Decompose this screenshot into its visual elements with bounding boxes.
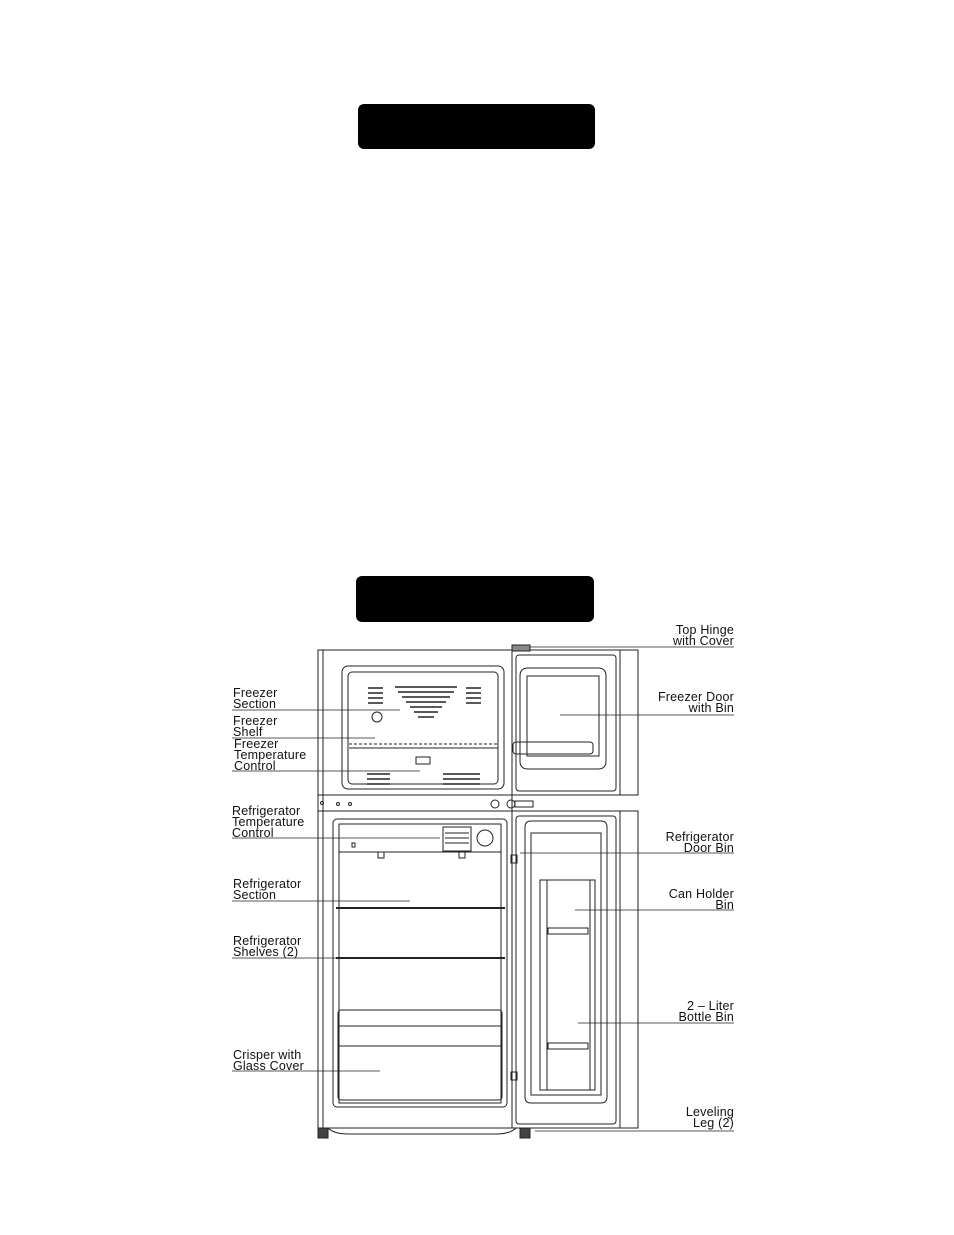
label-freezer-shelf: Freezer Shelf	[233, 714, 278, 739]
label-top-hinge: Top Hinge with Cover	[672, 623, 734, 648]
label-freezer-section: Freezer Section	[233, 686, 278, 711]
refrigerator-compartment	[333, 819, 507, 1107]
label-freezer-temperature-control: Freezer Temperature Control	[234, 737, 307, 773]
leader-lines	[232, 647, 734, 1131]
freezer-compartment	[342, 666, 504, 789]
refrigerator-door	[511, 811, 638, 1128]
label-leveling-leg: Leveling Leg (2)	[685, 1105, 734, 1130]
label-refrigerator-shelves: Refrigerator Shelves (2)	[233, 934, 302, 959]
label-refrigerator-section: Refrigerator Section	[233, 877, 302, 902]
freezer-door	[512, 645, 638, 795]
label-refrigerator-temperature-control: Refrigerator Temperature Control	[232, 804, 305, 840]
divider	[318, 795, 512, 811]
label-refrigerator-door-bin: Refrigerator Door Bin	[665, 830, 734, 855]
label-bottle-bin: 2 – Liter Bottle Bin	[678, 999, 734, 1024]
label-crisper: Crisper with Glass Cover	[233, 1048, 304, 1073]
label-can-holder-bin: Can Holder Bin	[668, 887, 734, 912]
label-freezer-door: Freezer Door with Bin	[657, 690, 734, 715]
cabinet-outline	[318, 650, 512, 1128]
